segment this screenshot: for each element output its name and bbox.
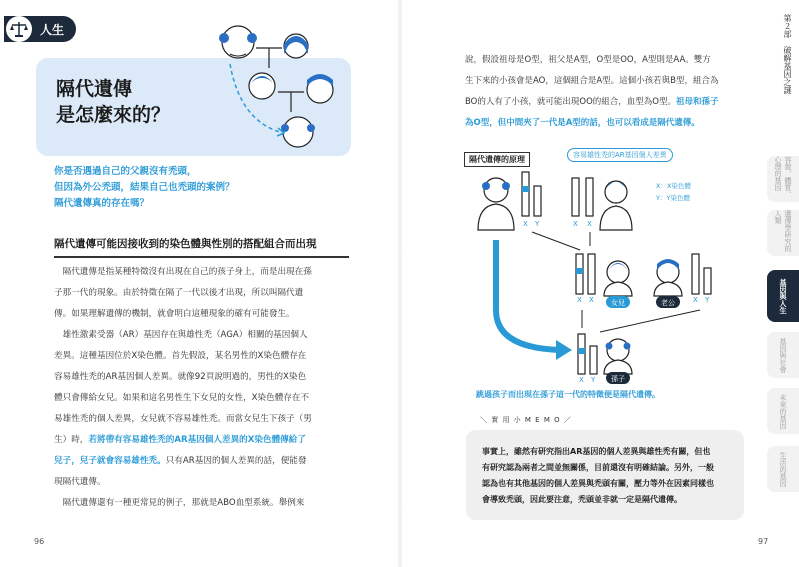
tab-3[interactable]: 基因與社會 bbox=[767, 332, 799, 378]
grandson-chromosomes bbox=[578, 334, 597, 374]
memo-text bbox=[482, 444, 732, 508]
chrom-label-x: X bbox=[587, 220, 592, 228]
body-paragraph-1 bbox=[54, 262, 350, 325]
body-line: 差異。這種基因位於X染色體。首先假設，某名男性的X染色體存在 bbox=[54, 351, 307, 361]
chapter-vertical-title: 第２部 破解基因之謎 bbox=[783, 14, 792, 94]
tab-0[interactable]: 容貌、體質、心理的基因 bbox=[767, 156, 799, 202]
chrom-label-x: X bbox=[579, 376, 584, 384]
diagram-title: 隔代遺傳的原理 bbox=[464, 152, 530, 167]
page-title-line2: 是怎麼來的？ bbox=[56, 104, 171, 126]
tab-5[interactable]: 生活的基因 bbox=[767, 446, 799, 492]
body-line: 體只會傳給女兒。如果和這名男性生下女兒的女性，X染色體存在不 bbox=[54, 393, 310, 403]
body-line: BO的人有了小孩，就可能出現OO的組合，血型為O型。祖母和孫子 bbox=[465, 97, 719, 107]
body-line: 說，假設祖母是O型，祖父是A型，O型是OO，A型則是AA。雙方 bbox=[465, 55, 711, 65]
grandson-label: 孫子 bbox=[611, 375, 625, 383]
daughter-figure bbox=[604, 261, 632, 296]
chapter-tag bbox=[4, 16, 76, 42]
daughter-label: 女兒 bbox=[611, 299, 625, 307]
memo-line: 認為也有其他基因的個人差異與禿頭有關，壓力等外在因素同樣也 bbox=[482, 479, 714, 488]
page-number-left: 96 bbox=[34, 537, 45, 546]
chrom-label-x: X bbox=[693, 296, 698, 304]
chrom-label-y: Y bbox=[705, 296, 710, 304]
highlight-text: 若將帶有容易雄性禿的AR基因個人差異的X染色體傳給了 bbox=[88, 435, 306, 445]
chrom-label-x: X bbox=[573, 220, 578, 228]
book-gutter bbox=[397, 0, 403, 567]
memo-line: 有研究認為兩者之間並無關係，目前還沒有明確結論。另外，一般 bbox=[482, 463, 714, 472]
tab-1[interactable]: 遺傳學研究的人類 bbox=[767, 210, 799, 256]
memo-box bbox=[466, 430, 744, 520]
lead-line: 你是否遇過自己的父親沒有禿頭， bbox=[54, 166, 197, 177]
section-rule bbox=[54, 256, 349, 258]
right-body-text bbox=[465, 50, 750, 134]
grandmother-chromosomes bbox=[572, 178, 593, 216]
husband-chromosomes bbox=[692, 254, 711, 294]
inheritance-arrow bbox=[496, 240, 560, 350]
body-line: 子那一代的現象。由於特徵在隔了一代以後才出現，所以叫隔代遺 bbox=[54, 288, 304, 298]
page-number-right: 97 bbox=[758, 537, 769, 546]
husband-label: 老公 bbox=[661, 299, 675, 307]
legend-y: Y：Y染色體 bbox=[656, 194, 690, 202]
lead-text bbox=[54, 164, 354, 212]
chrom-label-x: X bbox=[589, 296, 594, 304]
body-line: 隔代遺傳還有一種更常見的例子，那就是ABO血型系統。舉例來 bbox=[54, 498, 305, 508]
mother-icon bbox=[249, 73, 275, 99]
body-line: 雄性激素受器（AR）基因存在與雄性禿（AGA）相關的基因個人 bbox=[54, 330, 308, 340]
chapter-tag-label: 人生 bbox=[40, 22, 65, 37]
body-paragraph-2 bbox=[54, 325, 350, 493]
grandfather-figure bbox=[478, 178, 514, 230]
body-paragraph-3 bbox=[54, 493, 350, 514]
chrom-label-x: X bbox=[523, 220, 528, 228]
father-icon bbox=[307, 74, 333, 103]
husband-figure bbox=[654, 259, 682, 296]
memo-label: ＼ 實 用 小 M E M O ／ bbox=[480, 416, 572, 424]
scales-icon bbox=[6, 16, 32, 42]
lead-line: 隔代遺傳真的存在嗎？ bbox=[54, 198, 150, 209]
dashed-arrow bbox=[230, 64, 280, 132]
chrom-label-y: Y bbox=[591, 376, 596, 384]
grandfather-icon bbox=[219, 26, 257, 58]
body-line: 容易雄性禿的AR基因個人差異。就像92頁說明過的，男性的X染色 bbox=[54, 372, 307, 382]
highlight-text: 為O型，但中間夾了一代是A型的話，也可以看成是隔代遺傳。 bbox=[465, 118, 700, 128]
section-heading: 隔代遺傳可能因接收到的染色體與性別的搭配組合而出現 bbox=[54, 238, 317, 250]
lead-line: 但因為外公禿頭，結果自己也禿頭的案例？ bbox=[54, 182, 235, 193]
grandmother-figure bbox=[600, 181, 632, 230]
chrom-label-x: X bbox=[577, 296, 582, 304]
diagram-caption: 跳過孩子而出現在孫子這一代的特徵便是隔代遺傳。 bbox=[476, 390, 660, 399]
grandmother-icon bbox=[284, 34, 308, 58]
page-title-line1: 隔代遺傳 bbox=[56, 78, 133, 100]
body-line: 生）時，若將帶有容易雄性禿的AR基因個人差異的X染色體傳給了 bbox=[54, 435, 306, 445]
inheritance-diagram bbox=[460, 160, 730, 390]
tab-4[interactable]: 未來的基因 bbox=[767, 388, 799, 434]
body-line: 隔代遺傳是指某種特徵沒有出現在自己的孩子身上，而是出現在孫 bbox=[54, 267, 312, 277]
grandfather-chromosomes bbox=[522, 172, 541, 216]
body-line: 傳。如果理解遺傳的機制，就會明白這種現象的確有可能發生。 bbox=[54, 309, 295, 319]
legend-x: X：X染色體 bbox=[656, 182, 691, 190]
body-line: 易雄性禿的個人差異，女兒就不容易雄性禿。而當女兒生下孩子（男 bbox=[54, 414, 312, 424]
body-line: 兒子，兒子就會容易雄性禿。只有AR基因的個人差異的話，便能發 bbox=[54, 456, 307, 466]
memo-line: 事實上，雖然有研究指出AR基因的個人差異與雄性禿有關，但也 bbox=[482, 447, 711, 456]
grandson-figure bbox=[604, 339, 632, 374]
body-line: 現隔代遺傳。 bbox=[54, 477, 106, 487]
tab-2[interactable]: 基因與人生 bbox=[767, 270, 799, 322]
daughter-chromosomes bbox=[576, 254, 595, 294]
highlight-text: 兒子，兒子就會容易雄性禿。 bbox=[54, 456, 166, 466]
family-illustration bbox=[200, 20, 350, 160]
highlight-text: 祖母和孫子 bbox=[675, 97, 719, 107]
diagram-subtitle: 容易雄性禿的AR基因個人差異 bbox=[567, 148, 673, 162]
grandson-bald-icon bbox=[281, 117, 315, 147]
body-line: 生下來的小孩會是AO，這個組合是A型。這個小孩若與B型，組合為 bbox=[465, 76, 719, 86]
chrom-label-y: Y bbox=[535, 220, 540, 228]
memo-line: 會導致禿頭，因此要注意，禿頭並非就一定是隔代遺傳。 bbox=[482, 495, 682, 504]
